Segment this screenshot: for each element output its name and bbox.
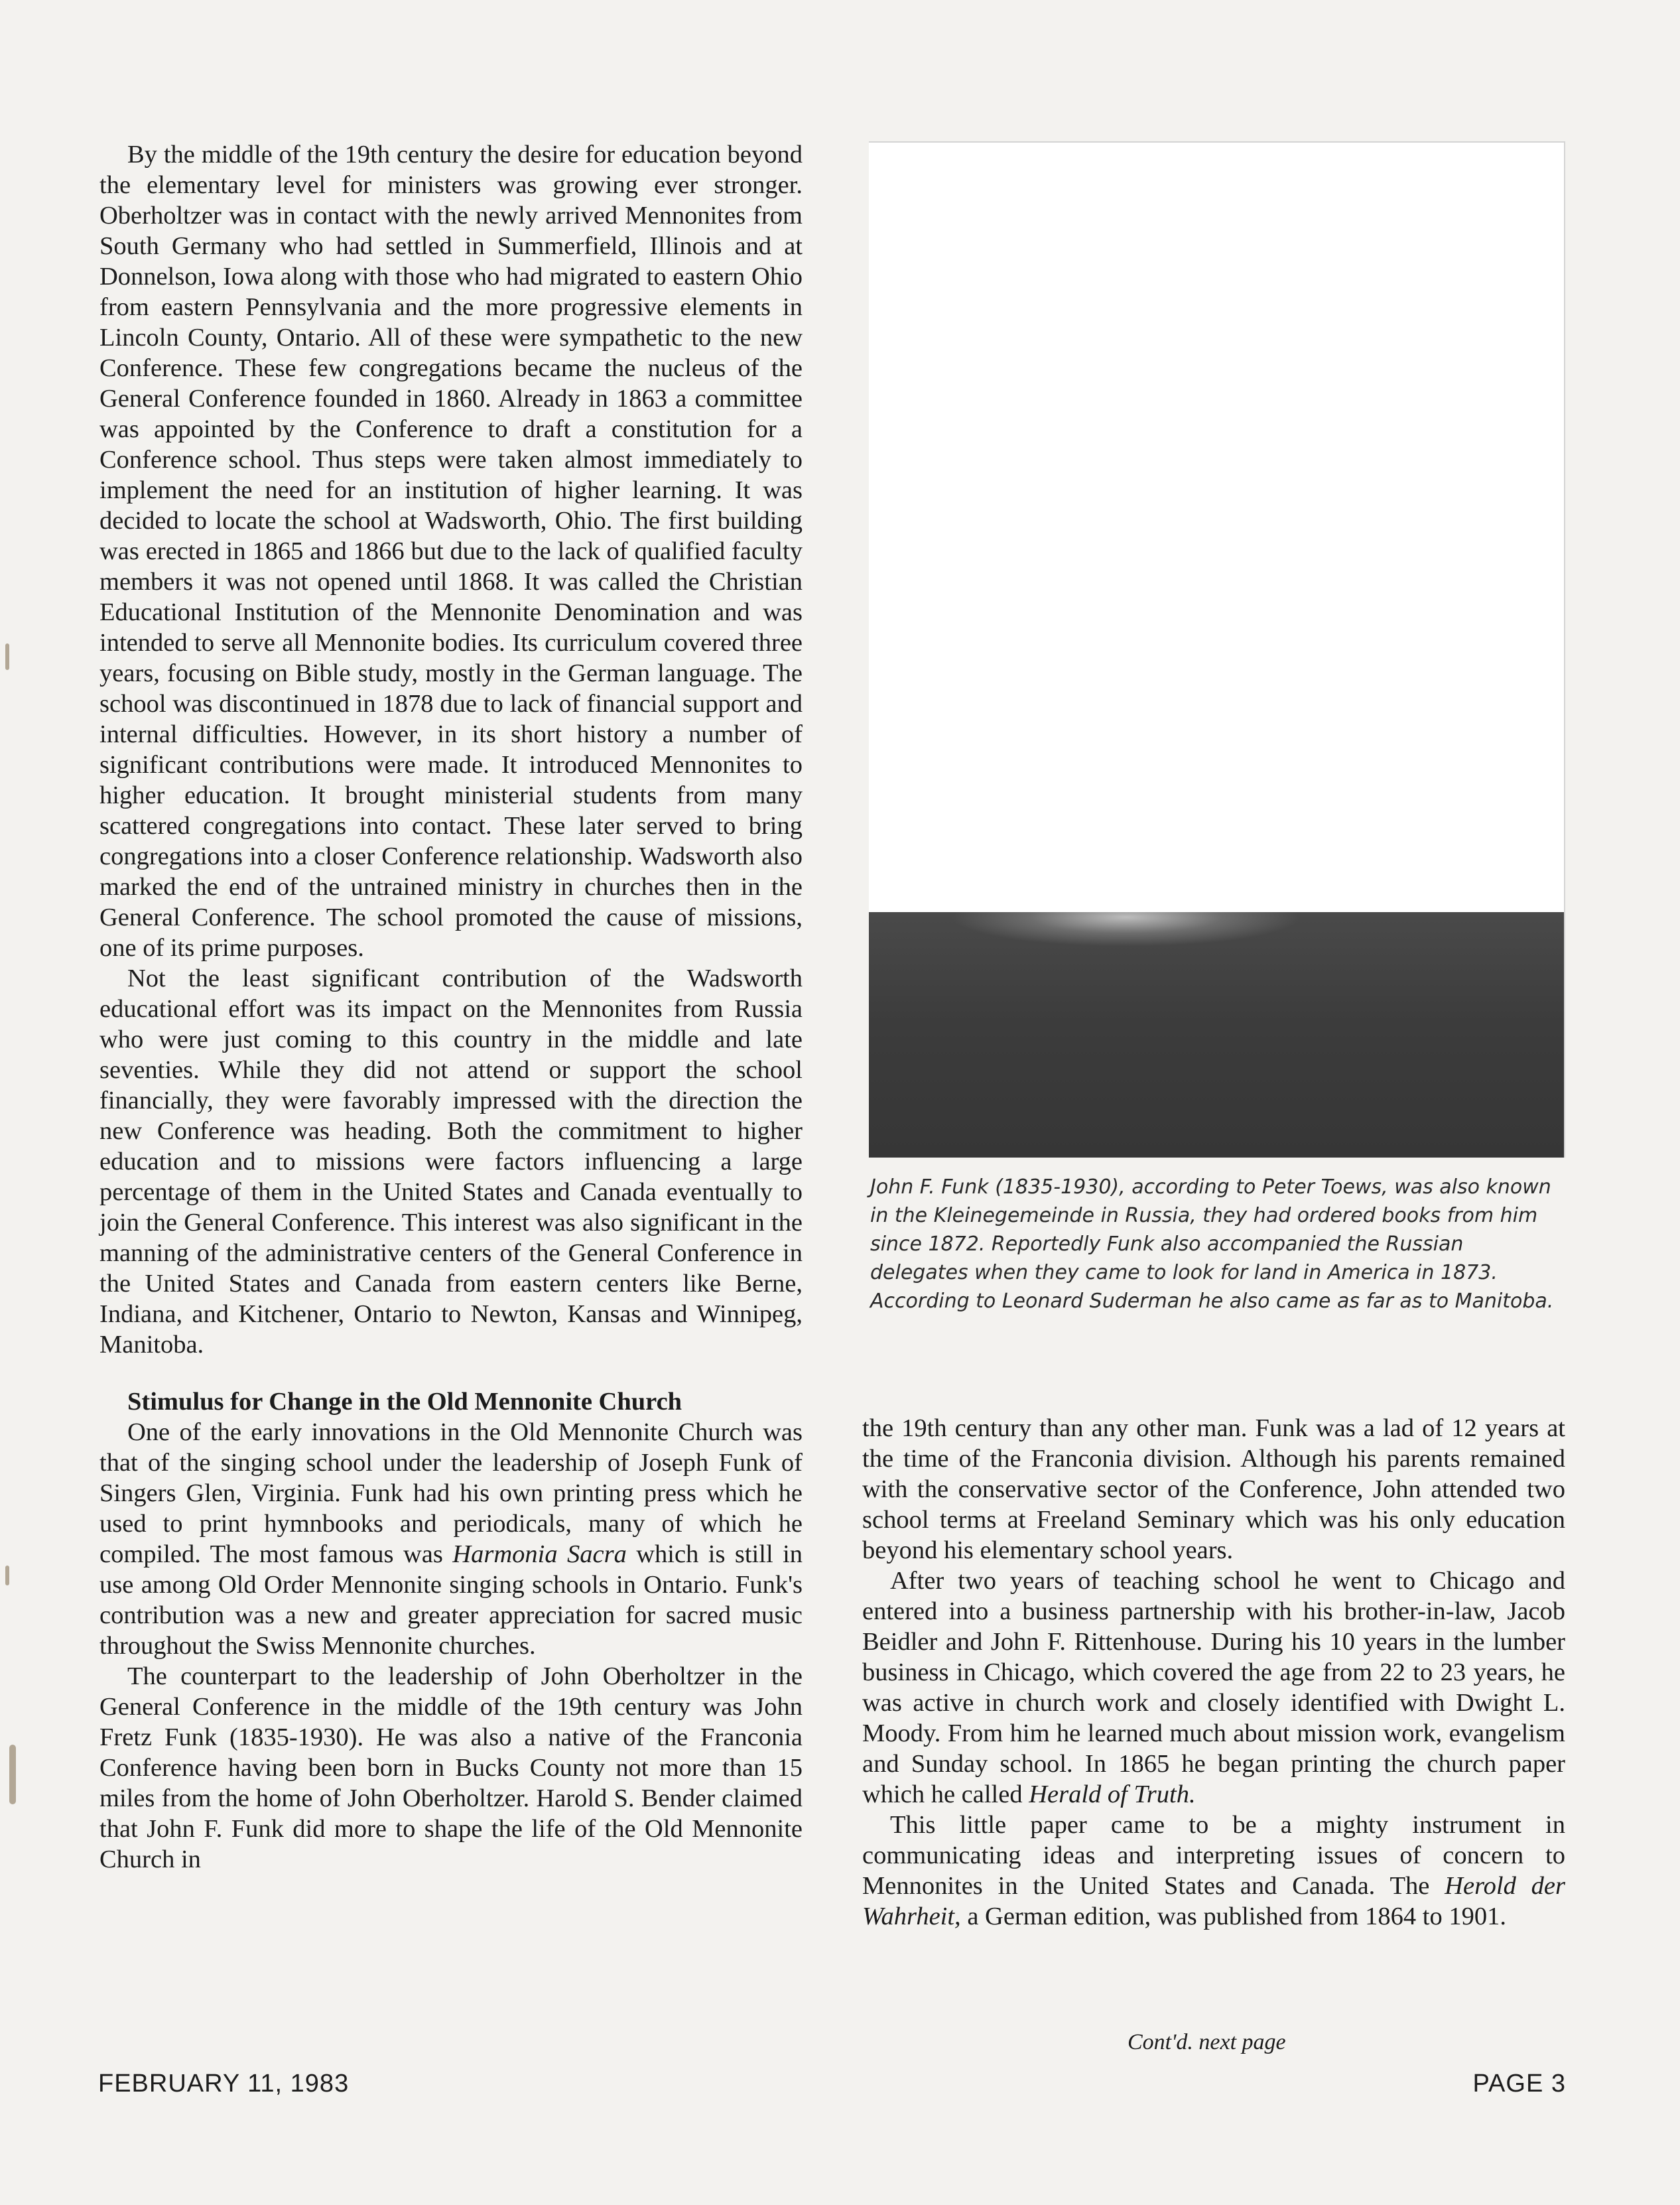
paragraph-paper-influence: This little paper came to be a mighty instrument in communicating ideas and interpreting issues of concern to Mennonites in the United States and Canada. The Herold der Wahrheit, a German edition, was published from 1864 to 1901. xyxy=(862,1811,1565,1930)
footer-page-number: PAGE 3 xyxy=(1472,2070,1566,2098)
paragraph-funk-youth: the 19th century than any other man. Funk was a lad of 12 years at the time of the Franconia division. Although his parents remained with the conservative sector of the Conference, John attended two school terms at Freeland Seminary which was his only education beyond his elementary school years. xyxy=(862,1414,1565,1564)
portrait-photo xyxy=(869,141,1565,1158)
paper-title-herold-der-wahrheit: Herold der Wahrheit, xyxy=(862,1872,1565,1930)
paragraph-funk-chicago: After two years of teaching school he went to Chicago and entered into a business partnership with his brother-in-law, Jacob Beidler and John F. Rittenhouse. During his 10 years in the lumber business in Chicago, which covered the age from 22 to 23 years, he was active in church work and closely identified with Dwight L. Moody. From him he learned much about mission work, evangelism and Sunday school. In 1865 he began printing the church paper which he called Herald of Truth. xyxy=(862,1567,1565,1808)
margin-smudge xyxy=(5,643,9,670)
left-column xyxy=(99,139,803,1875)
section-heading: Stimulus for Change in the Old Mennonite Church xyxy=(127,1388,682,1416)
photo-caption: John F. Funk (1835-1930), according to Peter Toews, was also known in the Kleinegemeinde in Russia, they had ordered books from him since 1872. Reportedly Funk also accompanied the Russian delegates when they came to look for land in America in 1873. According to Leonard Suderman he also came as far as to Manitoba. xyxy=(870,1175,1554,1313)
footer-date: FEBRUARY 11, 1983 xyxy=(98,2070,350,2098)
right-column xyxy=(862,1413,1565,1932)
margin-smudge xyxy=(9,1745,16,1804)
paragraph-singing-school: One of the early innovations in the Old Mennonite Church was that of the singing school under the leadership of Joseph Funk of Singers Glen, Virginia. Funk had his own printing press which he used to print hymnbooks and periodicals, many of which he compiled. The most famous was Harmonia Sacra which is still in use among Old Order Mennonite singing schools in Ontario. Funk's contribution was a new and greater appreciation for sacred music throughout the Swiss Mennonite churches. xyxy=(99,1418,803,1660)
paragraph-wadsworth-impact: Not the least significant contribution of the Wadsworth educational effort was its impact on the Mennonites from Russia who were just coming to this country in the middle and late seventies. While they did not attend or support the school financially, they were favorably impressed with the direction the new Conference was heading. Both the commitment to higher education and to missions were factors influencing a large percentage of them in the United States and Canada eventually to join the General Conference. This interest was also significant in the manning of the administrative centers of the General Conference in the United States and Canada from eastern centers like Berne, Indiana, and Kitchener, Ontario to Newton, Kansas and Winnipeg, Manitoba. xyxy=(99,965,803,1359)
continued-note: Cont'd. next page xyxy=(1128,2030,1286,2054)
paragraph-john-funk-intro: The counterpart to the leadership of John Oberholtzer in the General Conference in the middle of the 19th century was John Fretz Funk (1835-1930). He was also a native of the Franconia Conference having been born in Bucks County not more than 15 miles from the home of John Oberholtzer. Harold S. Bender claimed that John F. Funk did more to shape the life of the Old Mennonite Church in xyxy=(99,1662,803,1873)
margin-smudge xyxy=(5,1566,9,1585)
paper-title-herald-of-truth: Herald of Truth. xyxy=(1029,1780,1196,1808)
book-title-harmonia-sacra: Harmonia Sacra xyxy=(452,1540,627,1568)
paragraph-wadsworth-history: By the middle of the 19th century the desire for education beyond the elementary level for ministers was growing ever stronger. Oberholtzer was in contact with the newly arrived Mennonites from South Germany who had settled in Summerfield, Illinois and at Donnelson, Iowa along with those who had migrated to eastern Ohio from eastern Pennsylvania and the more progressive elements in Lincoln County, Ontario. All of these were sympathetic to the new Conference. These few congregations became the nucleus of the General Conference founded in 1860. Already in 1863 a committee was appointed by the Conference to draft a constitution for a Conference school. Thus steps were taken almost immediately to implement the need for an institution of higher learning. It was decided to locate the school at Wadsworth, Ohio. The first building was erected in 1865 and 1866 but due to the lack of qualified faculty members it was not opened until 1868. It was called the Christian Educational Institution of the Mennonite Denomination and was intended to serve all Mennonite bodies. Its curriculum covered three years, focusing on Bible study, mostly in the German language. The school was discontinued in 1878 due to lack of financial support and internal difficulties. However, in its short history a number of significant contributions were made. It introduced Mennonites to higher education. It brought ministerial students from many scattered congregations into contact. These later served to bring congregations into a closer Conference relationship. Wadsworth also marked the end of the untrained ministry in churches then in the General Conference. The school promoted the cause of missions, one of its prime purposes. xyxy=(99,141,803,962)
photo-dark-area xyxy=(869,912,1564,1158)
